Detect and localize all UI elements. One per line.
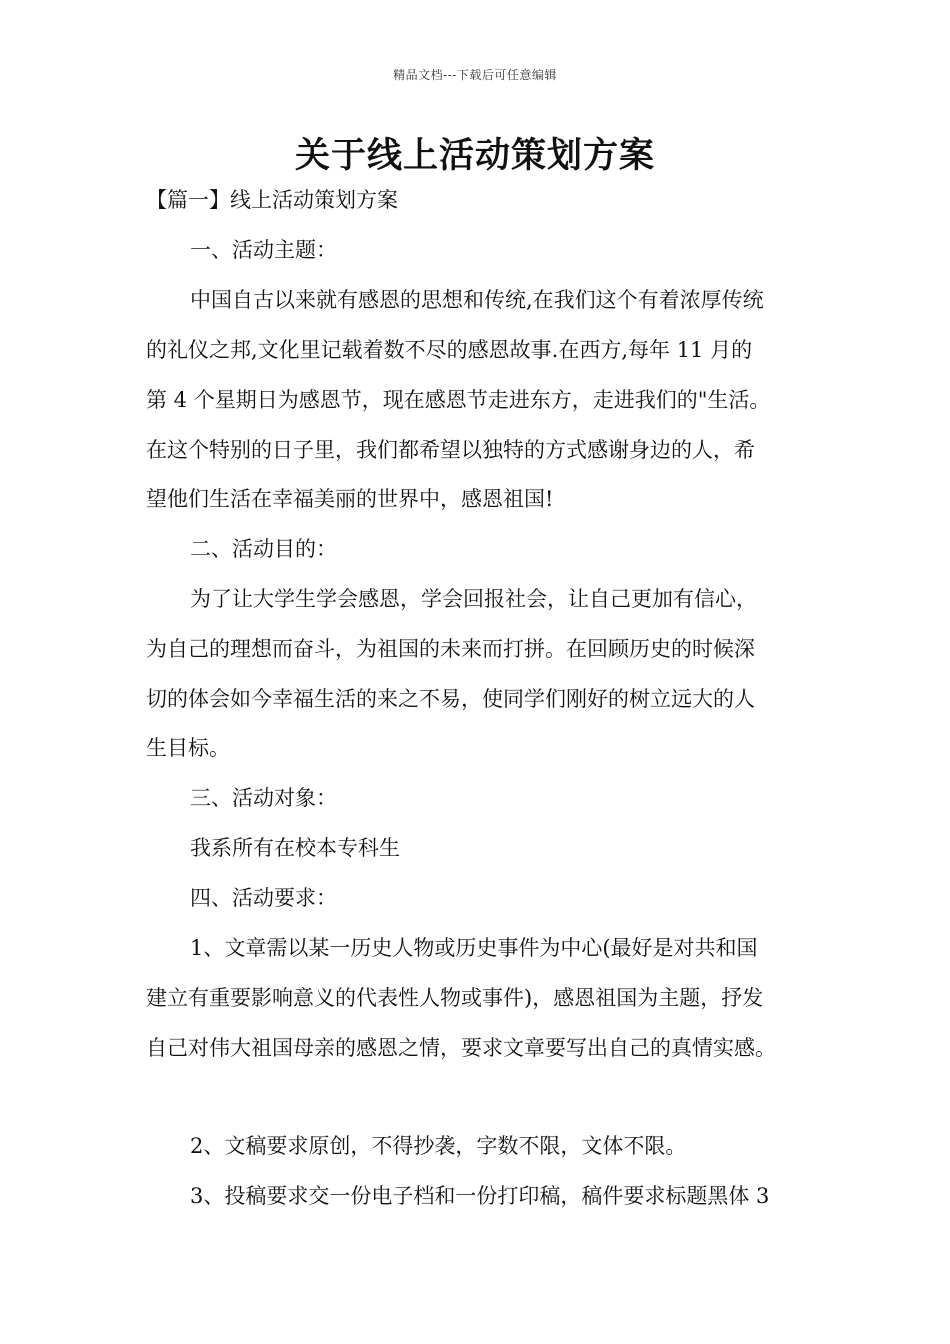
paragraph-line: 第 4 个星期日为感恩节，现在感恩节走进东方，走进我们的"生活。 [146,388,771,412]
header-note: 精品文档---下载后可任意编辑 [393,68,557,82]
paragraph-line: 在这个特别的日子里，我们都希望以独特的方式感谢身边的人，希 [146,438,755,462]
section-heading-part-one: 【篇一】线上活动策划方案 [146,188,398,212]
paragraph-line: 望他们生活在幸福美丽的世界中，感恩祖国! [146,487,554,511]
heading-activity-purpose: 二、活动目的： [190,537,337,561]
paragraph-line: 我系所有在校本专科生 [190,836,400,860]
paragraph-line: 切的体会如今幸福生活的来之不易，使同学们刚好的树立远大的人 [146,687,755,711]
paragraph-line: 为了让大学生学会感恩，学会回报社会，让自己更加有信心， [190,587,757,611]
heading-activity-theme: 一、活动主题： [190,238,337,262]
paragraph-line: 3、投稿要求交一份电子档和一份打印稿，稿件要求标题黑体 3 [190,1184,770,1208]
paragraph-line: 为自己的理想而奋斗，为祖国的未来而打拼。在回顾历史的时候深 [146,637,755,661]
paragraph-line: 的礼仪之邦,文化里记载着数不尽的感恩故事.在西方,每年 11 月的 [146,338,753,362]
paragraph-line: 建立有重要影响意义的代表性人物或事件)，感恩祖国为主题，抒发 [146,986,764,1010]
paragraph-line: 中国自古以来就有感恩的思想和传统,在我们这个有着浓厚传统 [190,288,764,312]
heading-activity-requirements: 四、活动要求： [190,886,337,910]
paragraph-line: 自己对伟大祖国母亲的感恩之情，要求文章要写出自己的真情实感。 [146,1036,776,1060]
paragraph-line: 2、文稿要求原创，不得抄袭，字数不限，文体不限。 [190,1134,687,1158]
paragraph-line: 生目标。 [146,736,230,760]
heading-activity-target: 三、活动对象： [190,786,337,810]
document-title: 关于线上活动策划方案 [294,136,655,176]
paragraph-line: 1、文章需以某一历史人物或历史事件为中心(最好是对共和国 [190,936,758,960]
